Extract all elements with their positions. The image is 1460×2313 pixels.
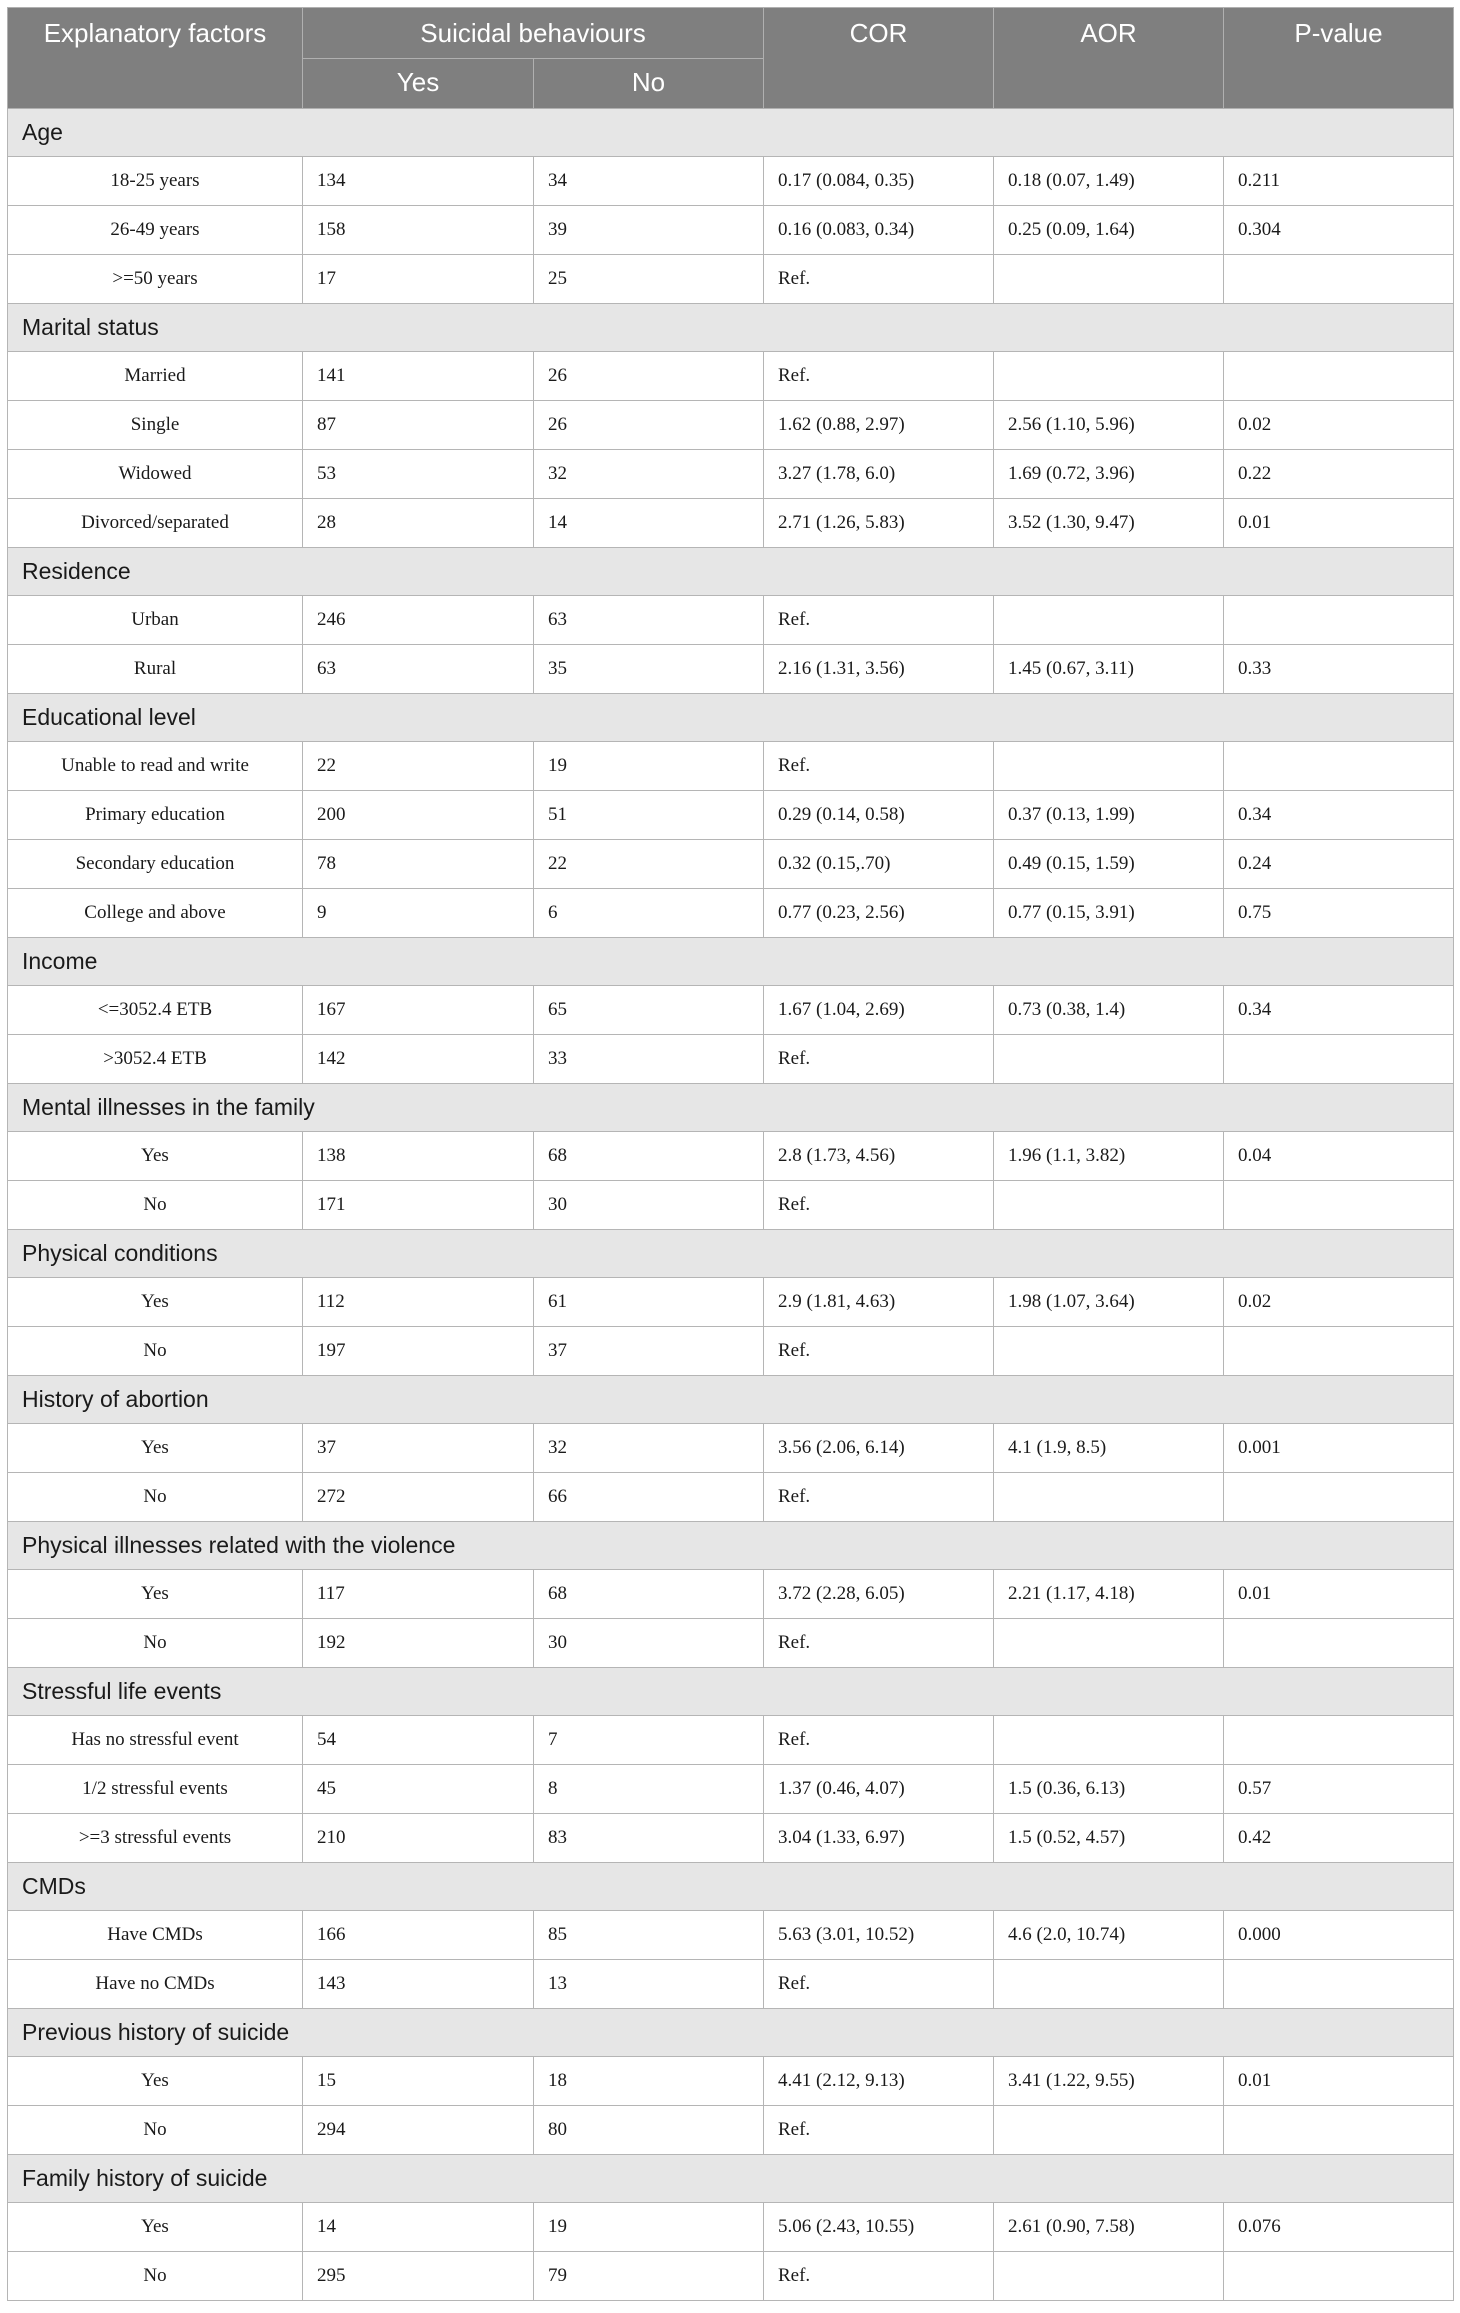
aor-value: 0.73 (0.38, 1.4) [994, 986, 1224, 1035]
aor-value: 1.5 (0.36, 6.13) [994, 1765, 1224, 1814]
section-title: Previous history of suicide [8, 2009, 1454, 2057]
factor-label: Yes [8, 1278, 303, 1327]
p-value: 0.01 [1224, 2057, 1454, 2106]
cor-value: Ref. [764, 1181, 994, 1230]
table-row [8, 1716, 1454, 1765]
section-title: Educational level [8, 694, 1454, 742]
header-p-value: P-value [1224, 8, 1454, 109]
section-row [8, 1376, 1454, 1424]
p-value [1224, 1035, 1454, 1084]
p-value: 0.04 [1224, 1132, 1454, 1181]
factor-label: Married [8, 352, 303, 401]
factor-label: No [8, 2106, 303, 2155]
header-explanatory-factors: Explanatory factors [8, 8, 303, 109]
p-value [1224, 1473, 1454, 1522]
p-value: 0.57 [1224, 1765, 1454, 1814]
table-row [8, 986, 1454, 1035]
cor-value: 4.41 (2.12, 9.13) [764, 2057, 994, 2106]
yes-count: 197 [303, 1327, 534, 1376]
no-count: 79 [534, 2252, 764, 2301]
yes-count: 158 [303, 206, 534, 255]
yes-count: 28 [303, 499, 534, 548]
table-row [8, 840, 1454, 889]
factor-label: 18-25 years [8, 157, 303, 206]
aor-value: 1.96 (1.1, 3.82) [994, 1132, 1224, 1181]
section-row [8, 304, 1454, 352]
p-value: 0.02 [1224, 1278, 1454, 1327]
yes-count: 87 [303, 401, 534, 450]
factor-label: No [8, 1473, 303, 1522]
yes-count: 117 [303, 1570, 534, 1619]
yes-count: 166 [303, 1911, 534, 1960]
cor-value: 2.71 (1.26, 5.83) [764, 499, 994, 548]
yes-count: 54 [303, 1716, 534, 1765]
yes-count: 272 [303, 1473, 534, 1522]
no-count: 66 [534, 1473, 764, 1522]
section-row [8, 548, 1454, 596]
table-row [8, 1814, 1454, 1863]
section-title: CMDs [8, 1863, 1454, 1911]
table-row [8, 1132, 1454, 1181]
section-row [8, 938, 1454, 986]
table-row [8, 1278, 1454, 1327]
aor-value: 0.37 (0.13, 1.99) [994, 791, 1224, 840]
p-value [1224, 742, 1454, 791]
table-row [8, 1181, 1454, 1230]
no-count: 25 [534, 255, 764, 304]
aor-value [994, 1035, 1224, 1084]
yes-count: 37 [303, 1424, 534, 1473]
p-value [1224, 2106, 1454, 2155]
no-count: 37 [534, 1327, 764, 1376]
aor-value [994, 1473, 1224, 1522]
cor-value: Ref. [764, 742, 994, 791]
cor-value: Ref. [764, 2252, 994, 2301]
factor-label: No [8, 1181, 303, 1230]
no-count: 19 [534, 742, 764, 791]
section-title: History of abortion [8, 1376, 1454, 1424]
aor-value [994, 742, 1224, 791]
yes-count: 53 [303, 450, 534, 499]
factor-label: Primary education [8, 791, 303, 840]
table-row [8, 742, 1454, 791]
no-count: 80 [534, 2106, 764, 2155]
header-cor: COR [764, 8, 994, 109]
factor-label: >=3 stressful events [8, 1814, 303, 1863]
aor-value [994, 1619, 1224, 1668]
no-count: 18 [534, 2057, 764, 2106]
table-header [8, 8, 1454, 109]
yes-count: 78 [303, 840, 534, 889]
table-row [8, 1473, 1454, 1522]
p-value [1224, 1181, 1454, 1230]
table-row [8, 1960, 1454, 2009]
p-value: 0.75 [1224, 889, 1454, 938]
section-row [8, 1668, 1454, 1716]
no-count: 51 [534, 791, 764, 840]
no-count: 8 [534, 1765, 764, 1814]
section-title: Physical illnesses related with the violence [8, 1522, 1454, 1570]
factor-label: 1/2 stressful events [8, 1765, 303, 1814]
section-title: Family history of suicide [8, 2155, 1454, 2203]
no-count: 32 [534, 450, 764, 499]
p-value: 0.34 [1224, 986, 1454, 1035]
factor-label: 26-49 years [8, 206, 303, 255]
yes-count: 210 [303, 1814, 534, 1863]
table-row [8, 2203, 1454, 2252]
table-row [8, 645, 1454, 694]
aor-value [994, 2252, 1224, 2301]
table-row [8, 2106, 1454, 2155]
section-title: Residence [8, 548, 1454, 596]
aor-value [994, 2106, 1224, 2155]
yes-count: 22 [303, 742, 534, 791]
p-value: 0.000 [1224, 1911, 1454, 1960]
yes-count: 112 [303, 1278, 534, 1327]
cor-value: Ref. [764, 1035, 994, 1084]
aor-value: 4.6 (2.0, 10.74) [994, 1911, 1224, 1960]
cor-value: 1.67 (1.04, 2.69) [764, 986, 994, 1035]
header-row-top [8, 8, 1454, 59]
p-value [1224, 1716, 1454, 1765]
cor-value: Ref. [764, 1960, 994, 2009]
no-count: 34 [534, 157, 764, 206]
no-count: 19 [534, 2203, 764, 2252]
no-count: 33 [534, 1035, 764, 1084]
factor-label: >=50 years [8, 255, 303, 304]
aor-value [994, 1716, 1224, 1765]
no-count: 14 [534, 499, 764, 548]
cor-value: 0.32 (0.15,.70) [764, 840, 994, 889]
factor-label: >3052.4 ETB [8, 1035, 303, 1084]
aor-value [994, 1181, 1224, 1230]
table-row [8, 889, 1454, 938]
table-row [8, 1911, 1454, 1960]
aor-value [994, 352, 1224, 401]
table-row [8, 499, 1454, 548]
section-title: Physical conditions [8, 1230, 1454, 1278]
section-title: Age [8, 109, 1454, 157]
p-value [1224, 2252, 1454, 2301]
table-row [8, 1035, 1454, 1084]
yes-count: 171 [303, 1181, 534, 1230]
cor-value: Ref. [764, 596, 994, 645]
aor-value: 2.21 (1.17, 4.18) [994, 1570, 1224, 1619]
p-value [1224, 352, 1454, 401]
cor-value: 3.27 (1.78, 6.0) [764, 450, 994, 499]
yes-count: 200 [303, 791, 534, 840]
aor-value: 1.45 (0.67, 3.11) [994, 645, 1224, 694]
factor-label: Single [8, 401, 303, 450]
factor-label: Yes [8, 1570, 303, 1619]
factor-label: Widowed [8, 450, 303, 499]
p-value: 0.01 [1224, 499, 1454, 548]
factor-label: Yes [8, 2203, 303, 2252]
cor-value: Ref. [764, 1327, 994, 1376]
cor-value: 5.06 (2.43, 10.55) [764, 2203, 994, 2252]
cor-value: 0.17 (0.084, 0.35) [764, 157, 994, 206]
cor-value: 0.29 (0.14, 0.58) [764, 791, 994, 840]
aor-value: 1.69 (0.72, 3.96) [994, 450, 1224, 499]
table-row [8, 450, 1454, 499]
no-count: 13 [534, 1960, 764, 2009]
no-count: 68 [534, 1132, 764, 1181]
table-row [8, 791, 1454, 840]
p-value: 0.001 [1224, 1424, 1454, 1473]
table-row [8, 255, 1454, 304]
yes-count: 63 [303, 645, 534, 694]
cor-value: Ref. [764, 255, 994, 304]
p-value [1224, 1960, 1454, 2009]
yes-count: 295 [303, 2252, 534, 2301]
yes-count: 9 [303, 889, 534, 938]
aor-value: 1.5 (0.52, 4.57) [994, 1814, 1224, 1863]
results-table [7, 7, 1454, 2301]
header-no: No [534, 59, 764, 109]
yes-count: 134 [303, 157, 534, 206]
table-row [8, 2057, 1454, 2106]
yes-count: 167 [303, 986, 534, 1035]
section-title: Mental illnesses in the family [8, 1084, 1454, 1132]
p-value: 0.304 [1224, 206, 1454, 255]
factor-label: No [8, 1619, 303, 1668]
header-yes: Yes [303, 59, 534, 109]
cor-value: Ref. [764, 1473, 994, 1522]
yes-count: 192 [303, 1619, 534, 1668]
table-body [8, 109, 1454, 2301]
no-count: 30 [534, 1619, 764, 1668]
section-row [8, 2155, 1454, 2203]
factor-label: Yes [8, 1424, 303, 1473]
aor-value: 3.41 (1.22, 9.55) [994, 2057, 1224, 2106]
factor-label: <=3052.4 ETB [8, 986, 303, 1035]
no-count: 32 [534, 1424, 764, 1473]
table-row [8, 401, 1454, 450]
table-row [8, 596, 1454, 645]
section-title: Income [8, 938, 1454, 986]
section-row [8, 1863, 1454, 1911]
cor-value: 0.16 (0.083, 0.34) [764, 206, 994, 255]
section-row [8, 1522, 1454, 1570]
yes-count: 246 [303, 596, 534, 645]
section-row [8, 1084, 1454, 1132]
factor-label: Yes [8, 2057, 303, 2106]
table-row [8, 1424, 1454, 1473]
no-count: 30 [534, 1181, 764, 1230]
table-row [8, 352, 1454, 401]
no-count: 35 [534, 645, 764, 694]
factor-label: Secondary education [8, 840, 303, 889]
cor-value: 1.62 (0.88, 2.97) [764, 401, 994, 450]
aor-value [994, 1960, 1224, 2009]
factor-label: Yes [8, 1132, 303, 1181]
p-value: 0.211 [1224, 157, 1454, 206]
factor-label: Rural [8, 645, 303, 694]
section-row [8, 109, 1454, 157]
factor-label: Unable to read and write [8, 742, 303, 791]
cor-value: 3.04 (1.33, 6.97) [764, 1814, 994, 1863]
factor-label: Urban [8, 596, 303, 645]
aor-value: 2.56 (1.10, 5.96) [994, 401, 1224, 450]
aor-value: 4.1 (1.9, 8.5) [994, 1424, 1224, 1473]
factor-label: College and above [8, 889, 303, 938]
yes-count: 17 [303, 255, 534, 304]
cor-value: 2.9 (1.81, 4.63) [764, 1278, 994, 1327]
no-count: 85 [534, 1911, 764, 1960]
cor-value: Ref. [764, 2106, 994, 2155]
yes-count: 45 [303, 1765, 534, 1814]
yes-count: 14 [303, 2203, 534, 2252]
header-suicidal-behaviours: Suicidal behaviours [303, 8, 764, 59]
cor-value: 3.72 (2.28, 6.05) [764, 1570, 994, 1619]
aor-value: 0.25 (0.09, 1.64) [994, 206, 1224, 255]
no-count: 22 [534, 840, 764, 889]
cor-value: Ref. [764, 352, 994, 401]
p-value: 0.33 [1224, 645, 1454, 694]
cor-value: 1.37 (0.46, 4.07) [764, 1765, 994, 1814]
no-count: 26 [534, 352, 764, 401]
table-row [8, 1765, 1454, 1814]
aor-value [994, 596, 1224, 645]
p-value: 0.01 [1224, 1570, 1454, 1619]
factor-label: No [8, 2252, 303, 2301]
p-value [1224, 255, 1454, 304]
section-row [8, 694, 1454, 742]
aor-value: 0.18 (0.07, 1.49) [994, 157, 1224, 206]
no-count: 65 [534, 986, 764, 1035]
yes-count: 142 [303, 1035, 534, 1084]
no-count: 39 [534, 206, 764, 255]
p-value [1224, 1619, 1454, 1668]
yes-count: 294 [303, 2106, 534, 2155]
yes-count: 141 [303, 352, 534, 401]
no-count: 61 [534, 1278, 764, 1327]
factor-label: No [8, 1327, 303, 1376]
section-row [8, 1230, 1454, 1278]
p-value: 0.34 [1224, 791, 1454, 840]
no-count: 83 [534, 1814, 764, 1863]
factor-label: Have CMDs [8, 1911, 303, 1960]
aor-value: 0.77 (0.15, 3.91) [994, 889, 1224, 938]
cor-value: 5.63 (3.01, 10.52) [764, 1911, 994, 1960]
p-value [1224, 1327, 1454, 1376]
p-value: 0.42 [1224, 1814, 1454, 1863]
cor-value: 2.8 (1.73, 4.56) [764, 1132, 994, 1181]
no-count: 68 [534, 1570, 764, 1619]
p-value: 0.24 [1224, 840, 1454, 889]
table-row [8, 157, 1454, 206]
p-value: 0.02 [1224, 401, 1454, 450]
section-title: Marital status [8, 304, 1454, 352]
table-row [8, 206, 1454, 255]
cor-value: Ref. [764, 1716, 994, 1765]
aor-value: 2.61 (0.90, 7.58) [994, 2203, 1224, 2252]
factor-label: Divorced/separated [8, 499, 303, 548]
p-value [1224, 596, 1454, 645]
cor-value: 2.16 (1.31, 3.56) [764, 645, 994, 694]
p-value: 0.076 [1224, 2203, 1454, 2252]
table-row [8, 1570, 1454, 1619]
aor-value [994, 1327, 1224, 1376]
aor-value: 3.52 (1.30, 9.47) [994, 499, 1224, 548]
results-table-container [7, 7, 1453, 2301]
cor-value: Ref. [764, 1619, 994, 1668]
no-count: 6 [534, 889, 764, 938]
section-row [8, 2009, 1454, 2057]
no-count: 26 [534, 401, 764, 450]
table-row [8, 1327, 1454, 1376]
header-aor: AOR [994, 8, 1224, 109]
aor-value: 0.49 (0.15, 1.59) [994, 840, 1224, 889]
p-value: 0.22 [1224, 450, 1454, 499]
yes-count: 143 [303, 1960, 534, 2009]
cor-value: 0.77 (0.23, 2.56) [764, 889, 994, 938]
section-title: Stressful life events [8, 1668, 1454, 1716]
yes-count: 15 [303, 2057, 534, 2106]
aor-value: 1.98 (1.07, 3.64) [994, 1278, 1224, 1327]
yes-count: 138 [303, 1132, 534, 1181]
no-count: 63 [534, 596, 764, 645]
factor-label: Has no stressful event [8, 1716, 303, 1765]
table-row [8, 2252, 1454, 2301]
no-count: 7 [534, 1716, 764, 1765]
cor-value: 3.56 (2.06, 6.14) [764, 1424, 994, 1473]
factor-label: Have no CMDs [8, 1960, 303, 2009]
aor-value [994, 255, 1224, 304]
table-row [8, 1619, 1454, 1668]
